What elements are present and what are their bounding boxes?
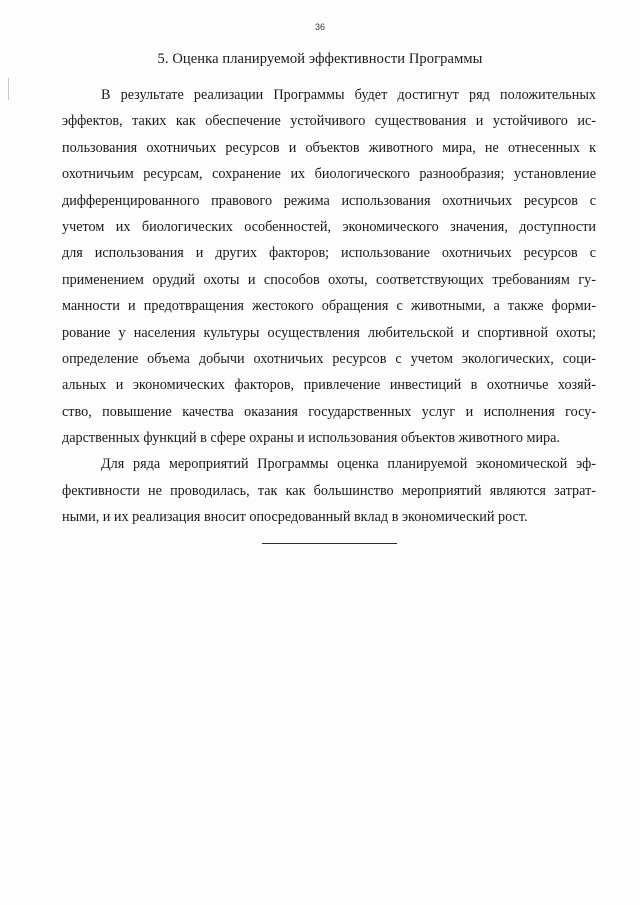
text-line: фективности не проводилась, так как большинство мероприятий являются затрат- <box>62 482 596 499</box>
text-line: Для ряда мероприятий Программы оценка планируемой экономической эф- <box>101 456 596 473</box>
end-divider <box>262 543 397 544</box>
text-line: дифференцированного правового режима использования охотничьих ресурсов с <box>62 192 596 209</box>
paragraph-2 <box>62 451 596 530</box>
text-line: дарственных функций в сфере охраны и использования объектов животного мира. <box>62 430 560 447</box>
text-line: ство, повышение качества оказания государственных услуг и исполнения госу- <box>62 403 596 420</box>
text-line: эффектов, таких как обеспечение устойчивого существования и устойчивого ис- <box>62 113 596 130</box>
text-line: манности и предотвращения жестокого обращения с животными, а также форми- <box>62 298 596 315</box>
text-line: учетом их биологических особенностей, экономического значения, доступности <box>62 218 596 235</box>
text-line: рование у населения культуры осуществления любительской и спортивной охоты; <box>62 324 596 341</box>
scan-edge-mark <box>8 78 9 100</box>
text-line: определение объема добычи охотничьих ресурсов с учетом экологических, соци- <box>62 350 596 367</box>
text-line: ными, и их реализация вносит опосредованный вклад в экономический рост. <box>62 509 528 526</box>
text-line: альных и экономических факторов, привлечение инвестиций в охотничье хозяй- <box>62 377 596 394</box>
paragraph-1 <box>62 82 596 451</box>
text-line: В результате реализации Программы будет достигнут ряд положительных <box>101 87 596 103</box>
text-line: пользования охотничьих ресурсов и объектов животного мира, не отнесенных к <box>62 139 596 156</box>
text-line: для использования и других факторов; использование охотничьих ресурсов с <box>62 245 596 262</box>
page-number: 36 <box>314 22 325 32</box>
text-line: охотничьим ресурсам, сохранение их биологического разнообразия; установление <box>62 166 596 183</box>
body-text <box>62 82 596 531</box>
text-line: применением орудий охоты и способов охоты, соответствующих требованиям гу- <box>62 271 596 288</box>
section-title: 5. Оценка планируемой эффективности Программы <box>157 51 483 67</box>
